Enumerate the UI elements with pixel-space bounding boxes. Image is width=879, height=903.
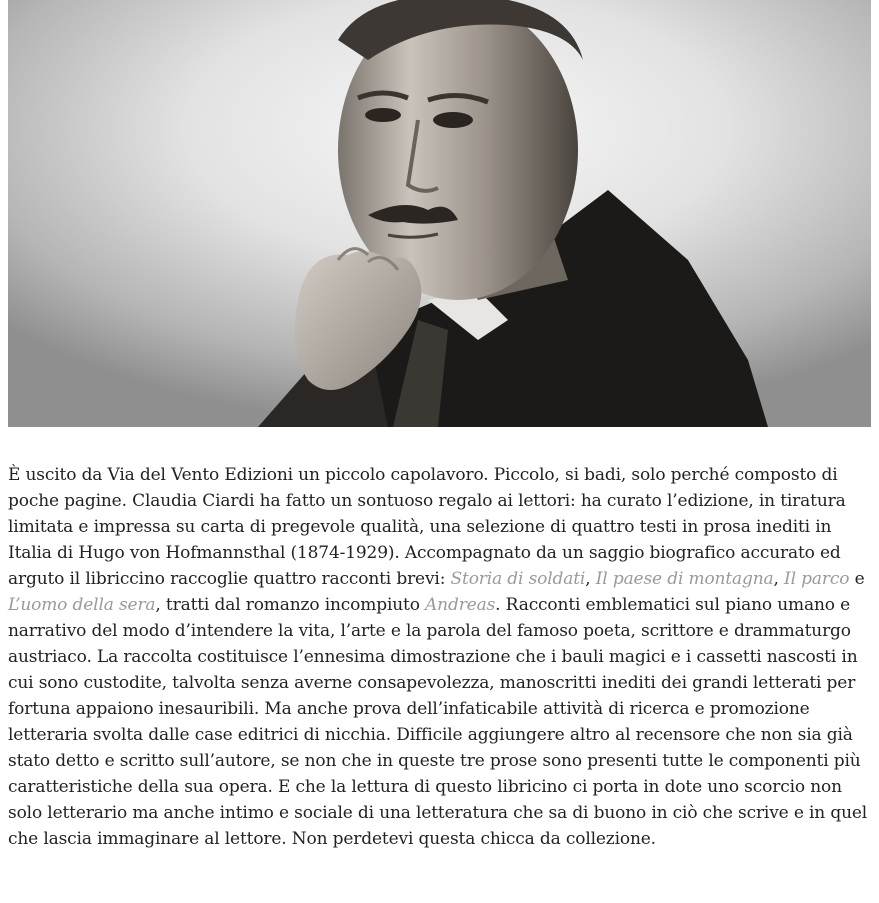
separator: e — [849, 569, 865, 589]
paragraph-text-2: , tratti dal romanzo incompiuto — [155, 595, 426, 615]
separator: , — [773, 569, 785, 589]
paragraph-text-1: È uscito da Via del Vento Edizioni un piccolo capolavoro. Piccolo, si badi, solo perché composto di poche pagine. Claudia Ciardi ha fatto un sontuoso regalo ai lettori: ha curato l’edizione, in tiratura limitata e impressa su carta di pregevole qualità, una selezione di quattro testi in prosa inediti in Italia di Hugo von Hofmannsthal (1874-1929). Accompagnato da un saggio biografico accurato ed arguto il libriccino raccoglie quattro racconti brevi: — [8, 465, 846, 589]
portrait-photo — [8, 0, 871, 427]
article-paragraph — [8, 462, 871, 852]
paragraph-text-3: . Racconti emblematici sul piano umano e narrativo del modo d’intendere la vita, l’arte e la parola del famoso poeta, scrittore e drammaturgo austriaco. La raccolta costituisce l’ennesima dimostrazione che i bauli magici e i cassetti nascosti in cui sono custodite, talvolta senza averne consapevolezza, manoscritti inediti dei grandi letterati per fortuna appaiono inesauribili. Ma anche prova dell’infaticabile attività di ricerca e promozione letteraria svolta dalle case editrici di nicchia. Difficile aggiungere altro al recensore che non sia già stato detto e scritto sull’autore, se non che in queste tre prose sono presenti tutte le componenti più caratteristiche della sua opera. E che la lettura di questo libricino ci porta in dote uno scorcio non solo letterario ma anche intimo e sociale di una letteratura che sa di buono in ciò che scrive e in quel che lascia immaginare al lettore. Non perdetevi questa chicca da collezione. — [8, 595, 868, 849]
portrait-illustration — [8, 0, 871, 427]
separator: , — [585, 569, 596, 589]
book-title-il-paese-di-montagna: Il paese di montagna — [595, 569, 774, 589]
book-title-andreas: Andreas — [425, 595, 496, 615]
book-title-il-parco: Il parco — [784, 569, 850, 589]
article — [8, 0, 871, 852]
book-title-luomo-della-sera: L’uomo della sera — [8, 595, 156, 615]
book-title-storia-di-soldati: Storia di soldati — [450, 569, 586, 589]
